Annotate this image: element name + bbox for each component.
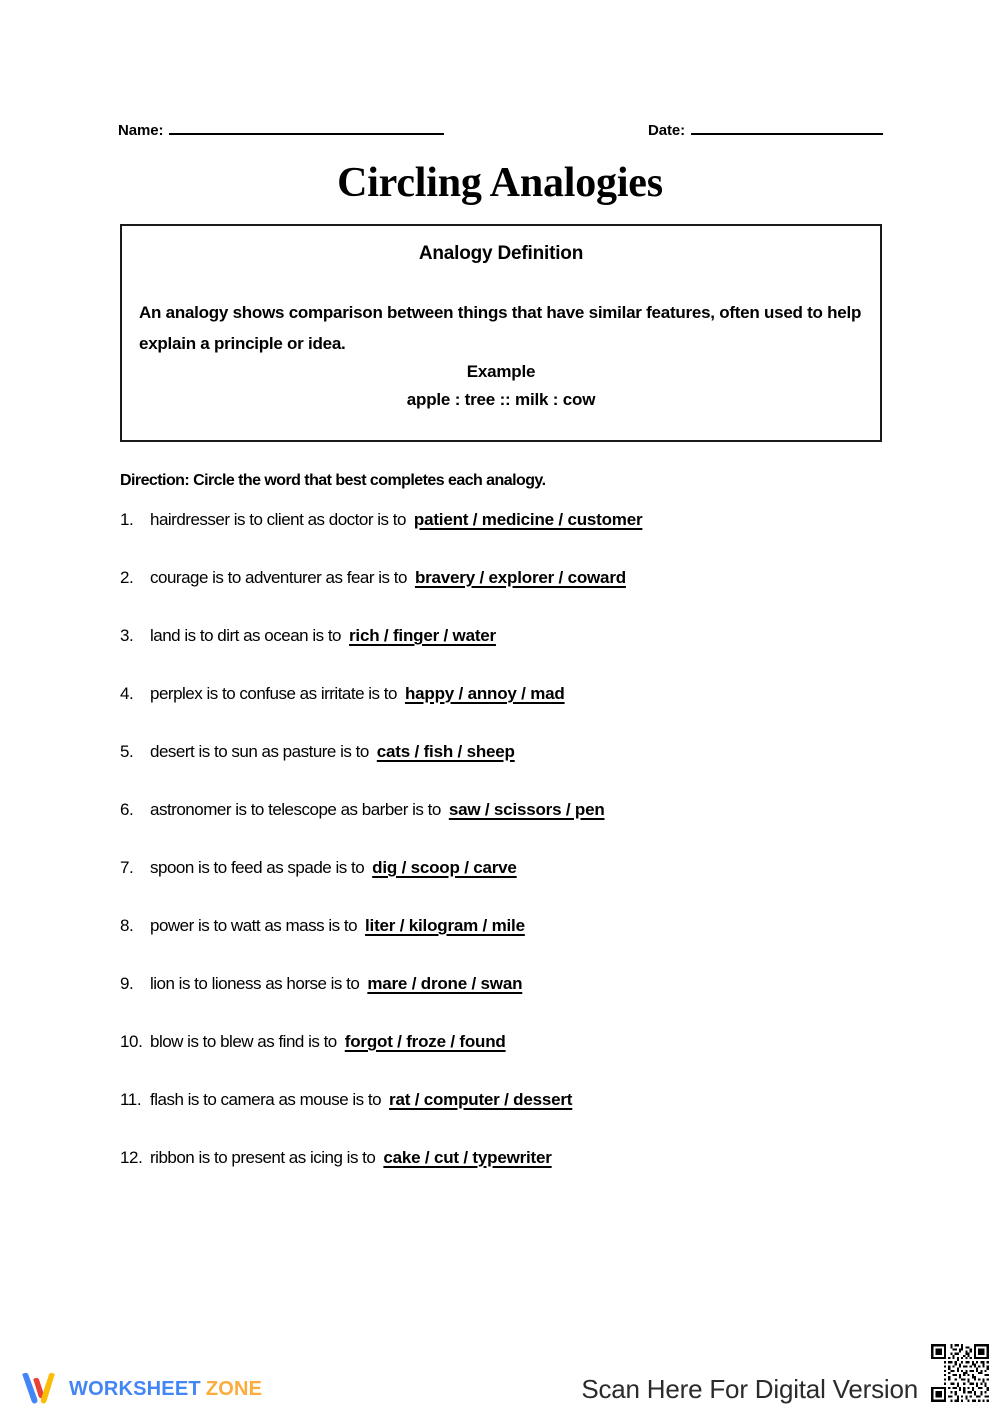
worksheet-zone-logo[interactable] bbox=[18, 1372, 262, 1406]
qr-code[interactable] bbox=[927, 1340, 993, 1406]
question-stem: lion is to lioness as horse is to bbox=[150, 974, 360, 993]
answer-choices[interactable]: rat / computer / dessert bbox=[389, 1090, 573, 1109]
logo-word-zone: ZONE bbox=[205, 1377, 263, 1400]
answer-choices[interactable]: cake / cut / typewriter bbox=[383, 1148, 552, 1167]
question-item bbox=[120, 916, 910, 974]
student-info-row bbox=[118, 120, 883, 139]
name-label: Name: bbox=[118, 122, 164, 139]
question-stem: desert is to sun as pasture is to bbox=[150, 742, 369, 761]
date-write-line[interactable] bbox=[691, 120, 883, 135]
answer-choices[interactable]: liter / kilogram / mile bbox=[365, 916, 525, 935]
question-number: 11. bbox=[120, 1090, 142, 1109]
answer-choices[interactable]: rich / finger / water bbox=[349, 626, 496, 645]
page-title: Circling Analogies bbox=[337, 160, 663, 206]
question-number: 8. bbox=[120, 916, 134, 935]
question-number: 9. bbox=[120, 974, 134, 993]
logo-wordmark bbox=[69, 1378, 262, 1401]
name-field[interactable] bbox=[118, 120, 444, 139]
question-number: 5. bbox=[120, 742, 134, 761]
question-item bbox=[120, 1032, 910, 1090]
question-number: 1. bbox=[120, 510, 134, 529]
question-stem: power is to watt as mass is to bbox=[150, 916, 358, 935]
answer-choices[interactable]: saw / scissors / pen bbox=[448, 800, 605, 819]
scan-prompt-text: Scan Here For Digital Version bbox=[581, 1374, 918, 1404]
question-stem: flash is to camera as mouse is to bbox=[150, 1090, 382, 1109]
answer-choices[interactable]: mare / drone / swan bbox=[367, 974, 523, 993]
question-stem: spoon is to feed as spade is to bbox=[150, 858, 365, 877]
definition-body: An analogy shows comparison between things that have similar features, often used to help explain a principle or idea. bbox=[139, 303, 862, 354]
question-item bbox=[120, 800, 910, 858]
question-stem: ribbon is to present as icing is to bbox=[150, 1148, 376, 1167]
question-stem: courage is to adventurer as fear is to bbox=[150, 568, 407, 587]
question-item bbox=[120, 858, 910, 916]
answer-choices[interactable]: bravery / explorer / coward bbox=[414, 568, 626, 587]
answer-choices[interactable]: forgot / froze / found bbox=[344, 1032, 506, 1051]
question-number: 3. bbox=[120, 626, 134, 645]
question-number: 7. bbox=[120, 858, 134, 877]
question-item bbox=[120, 742, 910, 800]
date-field[interactable] bbox=[648, 120, 883, 139]
answer-choices[interactable]: patient / medicine / customer bbox=[413, 510, 643, 529]
question-stem: astronomer is to telescope as barber is to bbox=[150, 800, 441, 819]
logo-w-icon bbox=[18, 1372, 60, 1406]
question-item bbox=[120, 1090, 910, 1148]
answer-choices[interactable]: dig / scoop / carve bbox=[372, 858, 517, 877]
example-label: Example bbox=[466, 361, 536, 381]
question-item bbox=[120, 974, 910, 1032]
direction-text: Direction: Circle the word that best completes each analogy. bbox=[120, 472, 546, 489]
question-stem: perplex is to confuse as irritate is to bbox=[150, 684, 397, 703]
question-number: 4. bbox=[120, 684, 134, 703]
question-stem: hairdresser is to client as doctor is to bbox=[150, 510, 406, 529]
question-item bbox=[120, 568, 910, 626]
question-number: 6. bbox=[120, 800, 134, 819]
question-item bbox=[120, 510, 910, 568]
question-item bbox=[120, 684, 910, 742]
date-label: Date: bbox=[647, 122, 685, 139]
question-item bbox=[120, 626, 910, 684]
question-number: 12. bbox=[120, 1148, 143, 1167]
logo-word-worksheet: WORKSHEET bbox=[69, 1377, 201, 1400]
answer-choices[interactable]: cats / fish / sheep bbox=[376, 742, 515, 761]
example-analogy: apple : tree :: milk : cow bbox=[406, 389, 596, 409]
question-list bbox=[120, 510, 910, 1206]
question-number: 10. bbox=[120, 1032, 143, 1051]
question-stem: land is to dirt as ocean is to bbox=[150, 626, 342, 645]
definition-heading: Analogy Definition bbox=[418, 243, 584, 264]
question-stem: blow is to blew as find is to bbox=[150, 1032, 337, 1051]
question-item bbox=[120, 1148, 910, 1206]
answer-choices[interactable]: happy / annoy / mad bbox=[404, 684, 565, 703]
name-write-line[interactable] bbox=[169, 120, 444, 135]
question-number: 2. bbox=[120, 568, 134, 587]
analogy-definition-box bbox=[120, 224, 882, 442]
